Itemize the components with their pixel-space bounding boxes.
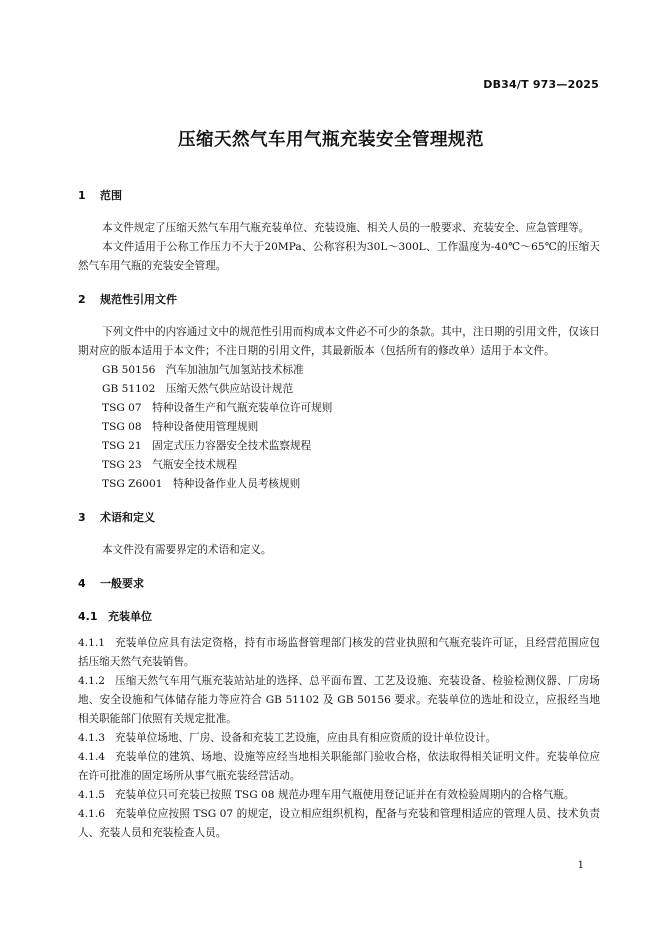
reference-item: TSG 07 特种设备生产和气瓶充装单位许可规则: [102, 402, 333, 414]
section-number: 3: [78, 511, 86, 524]
section-title: 术语和定义: [100, 511, 155, 524]
document-body: [78, 186, 600, 843]
page-number: 1: [577, 860, 584, 871]
clause-number: 4.1.1: [78, 637, 105, 649]
clause-number: 4.1.3: [78, 732, 105, 744]
clause: [78, 786, 600, 805]
section-number: 1: [78, 189, 86, 202]
reference-item: TSG 21 固定式压力容器安全技术监察规程: [102, 440, 312, 452]
reference-item: GB 50156 汽车加油加气加氢站技术标准: [102, 364, 304, 376]
reference-item: TSG 23 气瓶安全技术规程: [102, 459, 237, 471]
section-title: 范围: [100, 189, 122, 202]
subsection-title: 充装单位: [108, 610, 152, 623]
section-number: 2: [78, 293, 86, 306]
paragraph: 下列文件中的内容通过文中的规范性引用而构成本文件必不可少的条款。其中，注日期的引用文件，仅该日期对应的版本适用于本文件；不注日期的引用文件，其最新版本（包括所有的修改单）适用于本文件。: [78, 326, 600, 357]
clause-text: 充装单位场地、厂房、设备和充装工艺设施，应由具有相应资质的设计单位设计。: [114, 732, 497, 744]
clause-text: 充装单位应按照 TSG 07 的规定，设立相应组织机构，配备与充装和管理相适应的管理人员、技术负责人、充装人员和充装检查人员。: [78, 808, 600, 839]
paragraph: 本文件规定了压缩天然气车用气瓶充装单位、充装设施、相关人员的一般要求、充装安全、应急管理等。: [102, 222, 590, 234]
reference-item: TSG Z6001 特种设备作业人员考核规则: [102, 478, 301, 490]
document-title: 压缩天然气车用气瓶充装安全管理规范: [178, 130, 484, 150]
clause: [78, 748, 600, 786]
clause-number: 4.1.4: [78, 751, 105, 763]
reference-item: TSG 08 特种设备使用管理规则: [102, 421, 259, 433]
clause-text: 充装单位只可充装已按照 TSG 08 规范办理车用气瓶使用登记证并在有效检验周期内的合格气瓶。: [114, 789, 575, 801]
section-title: 一般要求: [100, 577, 144, 590]
clause-text: 压缩天然气车用气瓶充装站站址的选择、总平面布置、工艺及设施、充装设备、检验检测仪器、厂房场地、安全设施和气体储存能力等应符合 GB 51102 及 GB 50156 要求。充装单位的选址和设立，应报经当地相关职能部门依照有关规定批准。: [78, 675, 600, 725]
section-heading-general: [78, 574, 600, 593]
clause-text: 充装单位的建筑、场地、设施等应经当地相关职能部门验收合格，依法取得相关证明文件。充装单位应在许可批准的固定场所从事气瓶充装经营活动。: [78, 751, 600, 782]
document-code: DB34/T 973—2025: [483, 78, 599, 91]
clause-number: 4.1.2: [78, 675, 105, 687]
clause-number: 4.1.5: [78, 789, 105, 801]
paragraph: 本文件适用于公称工作压力不大于20MPa、公称容积为30L～300L、工作温度为-40℃～65℃的压缩天然气车用气瓶的充装安全管理。: [78, 241, 600, 272]
paragraph: 本文件没有需要界定的术语和定义。: [102, 544, 272, 556]
section-number: 4: [78, 577, 86, 590]
section-title: 规范性引用文件: [100, 293, 177, 306]
subsection-heading: [78, 607, 600, 626]
clause: [78, 805, 600, 843]
section-heading-terms: [78, 508, 600, 527]
clause: [78, 634, 600, 672]
subsection-number: 4.1: [78, 610, 98, 623]
section-heading-refs: [78, 290, 600, 309]
clause-text: 充装单位应具有法定资格，持有市场监督管理部门核发的营业执照和气瓶充装许可证，且经营范围应包括压缩天然气充装销售。: [78, 637, 600, 668]
section-heading-scope: [78, 186, 600, 205]
clause: [78, 729, 600, 748]
clause: [78, 672, 600, 729]
reference-item: GB 51102 压缩天然气供应站设计规范: [102, 383, 294, 395]
clause-number: 4.1.6: [78, 808, 105, 820]
